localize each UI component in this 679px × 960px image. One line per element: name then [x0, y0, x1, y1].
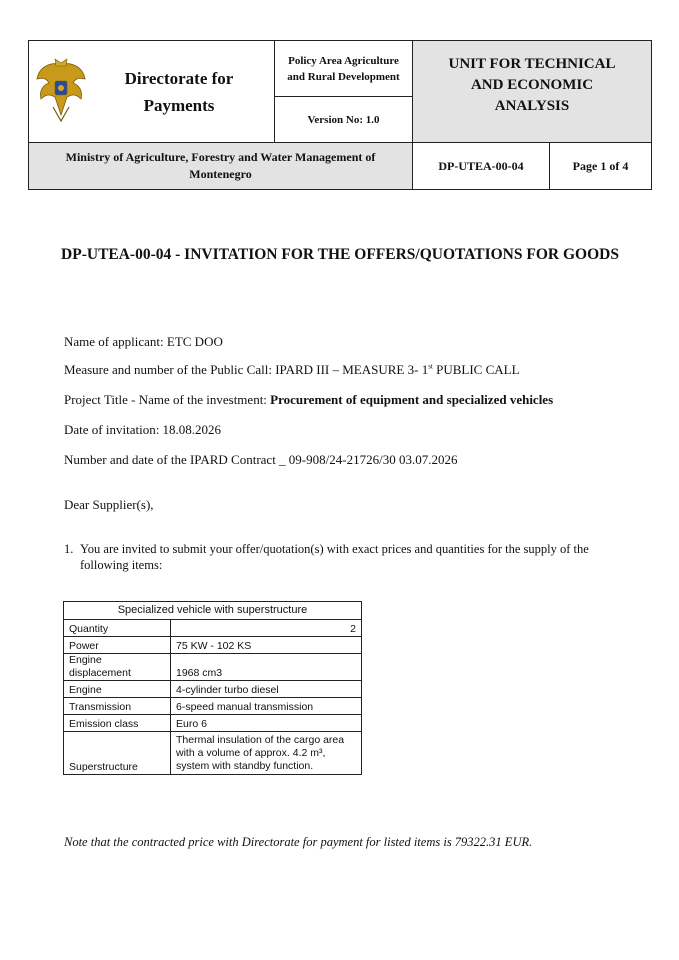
table-row [64, 715, 362, 732]
date-of-invitation: Date of invitation: 18.08.2026 [64, 422, 222, 437]
version-number: Version No: 1.0 [275, 97, 413, 143]
document-header [28, 40, 652, 190]
greeting: Dear Supplier(s), [64, 497, 154, 512]
spec-table-title: Specialized vehicle with superstructure [64, 602, 362, 620]
price-note: Note that the contracted price with Directorate for payment for listed items is 79322.31 EUR. [64, 835, 533, 849]
row-label: Engine displacement [64, 654, 171, 681]
list-item-number: 1. [64, 542, 74, 556]
row-value: Euro 6 [171, 715, 362, 732]
contract-line: Number and date of the IPARD Contract _ 09-908/24-21726/30 03.07.2026 [64, 452, 458, 467]
row-value: Thermal insulation of the cargo area with a volume of approx. 4.2 m³, system with standby function. [171, 732, 362, 775]
row-label: Power [64, 637, 171, 654]
table-row [64, 698, 362, 715]
measure-superscript: st [428, 362, 433, 371]
montenegro-coat-of-arms-icon [33, 57, 89, 123]
row-value: 2 [171, 620, 362, 637]
org-cell [29, 41, 275, 143]
applicant-line: Name of applicant: ETC DOO [64, 334, 223, 349]
ministry-name: Ministry of Agriculture, Forestry and Water Management of Montenegro [29, 143, 413, 189]
table-row [64, 681, 362, 698]
policy-area: Policy Area Agriculture and Rural Development [275, 41, 413, 97]
table-row [64, 654, 362, 681]
list-item-text: You are invited to submit your offer/quotation(s) with exact prices and quantities for the supply of the following items: [80, 542, 589, 572]
row-label: Transmission [64, 698, 171, 715]
page-number: Page 1 of 4 [572, 158, 629, 173]
row-label: Engine [64, 681, 171, 698]
measure-text: Measure and number of the Public Call: IPARD III – MEASURE 3- 1 [64, 362, 429, 377]
row-value: 75 KW - 102 KS [171, 637, 362, 654]
measure-line [64, 362, 520, 378]
row-value: 1968 cm3 [171, 654, 362, 681]
table-row [64, 732, 362, 775]
org-name: Directorate for Payments [124, 69, 234, 115]
spec-table-title-row [64, 602, 362, 620]
row-value: 6-speed manual transmission [171, 698, 362, 715]
row-label: Emission class [64, 715, 171, 732]
table-row [64, 620, 362, 637]
project-line [64, 392, 553, 408]
unit-name: UNIT FOR TECHNICAL AND ECONOMIC ANALYSIS [413, 41, 651, 143]
document-title: DP-UTEA-00-04 - INVITATION FOR THE OFFERS/QUOTATIONS FOR GOODS [61, 246, 619, 263]
measure-suffix: PUBLIC CALL [432, 362, 520, 377]
list-item-1 [64, 541, 624, 573]
row-label: Quantity [64, 620, 171, 637]
spec-table [63, 601, 362, 775]
row-value: 4-cylinder turbo diesel [171, 681, 362, 698]
project-label: Project Title - Name of the investment: [64, 392, 271, 407]
row-label: Superstructure [64, 732, 171, 775]
project-value: Procurement of equipment and specialized vehicles [270, 392, 554, 407]
document-code: DP-UTEA-00-04 [413, 143, 550, 189]
table-row [64, 637, 362, 654]
